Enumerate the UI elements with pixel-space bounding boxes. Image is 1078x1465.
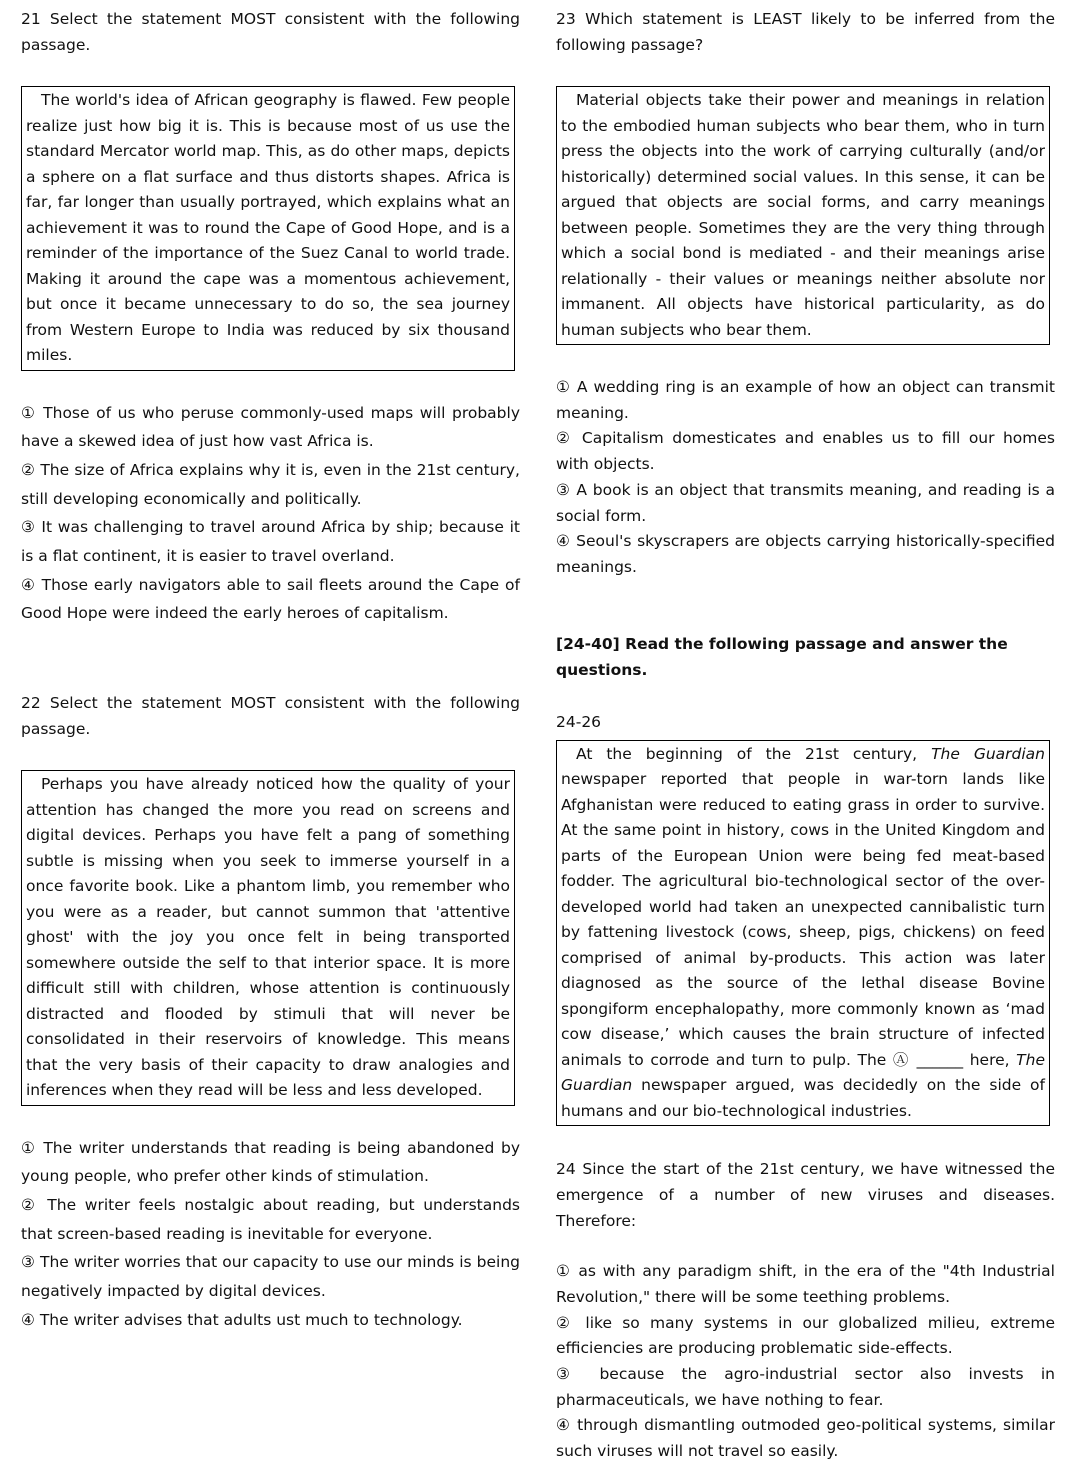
question-21-options	[21, 399, 520, 629]
question-23-prompt: 23 Which statement is LEAST likely to be inferred from the following passage?	[556, 10, 1055, 54]
section-heading: [24-40] Read the following passage and answer the questions.	[556, 634, 1008, 679]
question-23-option-2[interactable]: ② Capitalism domesticates and enables us to fill our homes with objects.	[556, 429, 1055, 474]
question-21-option-3[interactable]: ③ It was challenging to travel around Africa by ship; because it is a flat continent, it is easier to travel overland.	[21, 518, 520, 566]
question-24-option-1[interactable]: ① as with any paradigm shift, in the era of the "4th Industrial Revolution," there will be some teething problems.	[556, 1262, 1055, 1306]
question-24-options	[556, 1259, 1055, 1465]
question-23-options	[556, 375, 1055, 581]
section-range: 24-26	[556, 712, 602, 731]
question-23-option-3[interactable]: ③ A book is an object that transmits meaning, and reading is a social form.	[556, 480, 1055, 525]
section-passage-part-2: newspaper reported that people in war-torn lands like Afghanistan were reduced to eating grass in order to survive. At the same point in history, cows in the United Kingdom and parts of the European Union were being fed meat-based fodder. The agricultural bio-technological sector of the over-developed world had taken an unexpected cannibalistic turn by fattening livestock (cows, sheep, pigs, chickens) on feed comprised of animal by-products. This action was later diagnosed as the source of the lethal disease Bovine spongiform encephalopathy, more commonly known as ‘mad cow disease,’ which causes the brain structure of infected animals to corrode and turn to pulp. The Ⓐ ______ here,	[561, 770, 1045, 1069]
left-column	[21, 6, 520, 1335]
question-23-passage: Material objects take their power and meanings in relation to the embodied human subjects who bear them, who in turn press the objects into the work of carrying culturally (and/or historically) determined social values. In this sense, it can be argued that objects are social forms, and carry meanings between people. Sometimes they are the very thing through which a social bond is mediated - and their meanings arise relationally - their values or meanings neither absolute nor immanent. All objects have historical particularity, as do human subjects who bear them.	[561, 91, 1045, 339]
question-21-prompt: 21 Select the statement MOST consistent with the following passage.	[21, 10, 520, 54]
question-21-option-2[interactable]: ② The size of Africa explains why it is, even in the 21st century, still developing economically and politically.	[21, 460, 520, 508]
question-22-option-1[interactable]: ① The writer understands that reading is being abandoned by young people, who prefer other kinds of stimulation.	[21, 1138, 520, 1186]
question-24-option-2[interactable]: ② like so many systems in our globalized milieu, extreme efficiencies are producing problematic side-effects.	[556, 1313, 1055, 1358]
question-24-option-3[interactable]: ③ because the agro-industrial sector also invests in pharmaceuticals, we have nothing to fear.	[556, 1364, 1055, 1409]
question-22-option-3[interactable]: ③ The writer worries that our capacity to use our minds is being negatively impacted by digital devices.	[21, 1253, 520, 1301]
section-passage-box	[556, 740, 1050, 1127]
question-22-options	[21, 1134, 520, 1335]
guardian-title-1: The Guardian	[931, 744, 1045, 763]
question-22-option-4[interactable]: ④ The writer advises that adults ust much to technology.	[21, 1310, 463, 1329]
question-22-option-2[interactable]: ② The writer feels nostalgic about reading, but understands that screen-based reading is inevitable for everyone.	[21, 1196, 520, 1243]
question-22-prompt: 22 Select the statement MOST consistent with the following passage.	[21, 694, 520, 739]
question-21-option-1[interactable]: ① Those of us who peruse commonly-used maps will probably have a skewed idea of just how vast Africa is.	[21, 403, 520, 451]
question-21-option-4[interactable]: ④ Those early navigators able to sail fleets around the Cape of Good Hope were indeed the early heroes of capitalism.	[21, 575, 520, 623]
question-24-option-4[interactable]: ④ through dismantling outmoded geo-political systems, similar such viruses will not travel so easily.	[556, 1416, 1055, 1461]
question-23-option-1[interactable]: ① A wedding ring is an example of how an object can transmit meaning.	[556, 378, 1055, 422]
question-21-passage: The world's idea of African geography is flawed. Few people realize just how big it is. This is because most of us use the standard Mercator world map. This, as do other maps, depicts a sphere on a flat surface and thus distorts shapes. Africa is far, far longer than usually portrayed, which explains what an achievement it was to round the Cape of Good Hope, and is a reminder of the importance of the Suez Canal to world trade. Making it around the cape was a momentous achievement, but once it became unnecessary to do so, the sea journey from Western Europe to India was reduced by six thousand miles.	[26, 91, 510, 364]
question-21-passage-box	[21, 86, 515, 371]
guardian-title-2: The Guardian	[561, 1050, 1045, 1095]
section-passage-part-3: newspaper argued, was decidedly on the side of humans and our bio-technological industries.	[561, 1076, 1045, 1120]
question-22-passage: Perhaps you have already noticed how the quality of your attention has changed the more you read on screens and digital devices. Perhaps you have felt a pang of something subtle is missing when you seek to immerse yourself in a once favorite book. Like a phantom limb, you remember who you were as a reader, but cannot summon that 'attentive ghost' with the joy you once felt in being transported somewhere outside the self to that interior space. It is more difficult still with children, whose attention is continuously distracted and flooded by stimuli that will never be consolidated in their reservoirs of knowledge. This means that the very basis of their capacity to draw analogies and inferences when they read will be less and less developed.	[26, 775, 510, 1100]
section-passage	[561, 742, 1045, 1125]
question-23-option-4[interactable]: ④ Seoul's skyscrapers are objects carrying historically-specified meanings.	[556, 532, 1055, 576]
right-column	[556, 6, 1055, 1465]
section-passage-part-1: At the beginning of the 21st century,	[576, 744, 932, 763]
question-23-passage-box	[556, 86, 1050, 345]
question-22-passage-box	[21, 770, 515, 1106]
question-24-prompt: 24 Since the start of the 21st century, we have witnessed the emergence of a number of new viruses and diseases. Therefore:	[556, 1160, 1055, 1231]
